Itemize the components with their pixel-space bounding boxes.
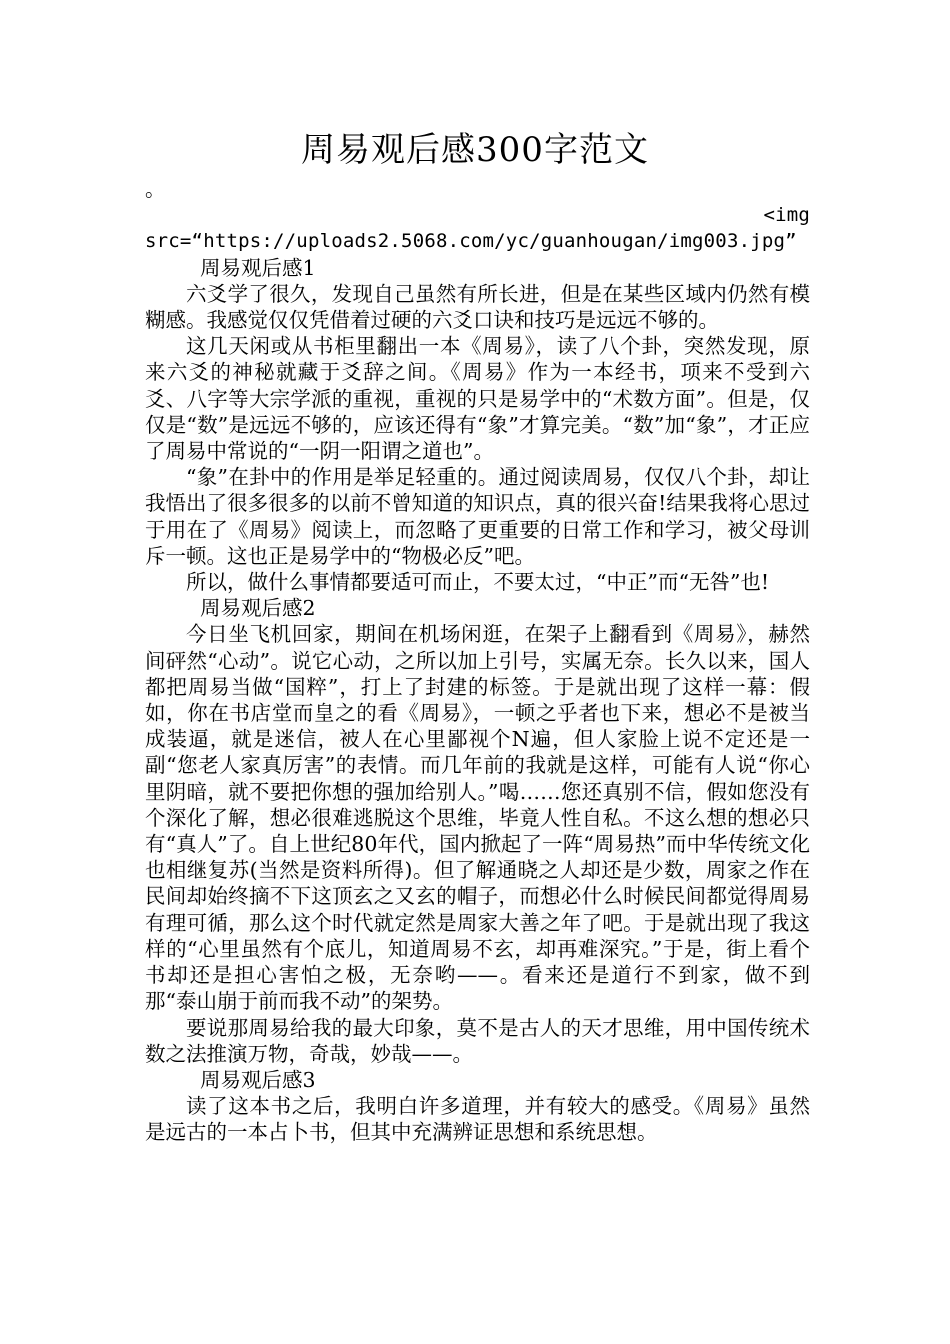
document-title: 周易观后感300字范文: [301, 130, 649, 170]
section2-paragraph-1: 今日坐飞机回家，期间在机场闲逛，在架子上翻看到《周易》，赫然间砰然“心动”。说它心动，之所以加上引号，实属无奈。长久以来，国人都把周易当做“国粹”，打上了封建的标签。于是就出现了这样一幕：假如，你在书店堂而皇之的看《周易》，一顿之乎者也下来，想必不是被当成装逼，就是迷信，被人在心里鄙视个N遍，但人家脸上说不定还是一副“您老人家真厉害”的表情。而几年前的我就是这样，可能有人说“你心里阴暗，就不要把你想的强加给别人。”喝……您还真别不信，假如您没有个深化了解，想必很难逃脱这个思维，毕竟人性自私。不这么想的想必只有“真人”了。自上世纪80年代，国内掀起了一阵“周易热”而中华传统文化也相继复苏(当然是资料所得)。但了解通晓之人却还是少数，周家之作在民间却始终摘不下这顶玄之又玄的帽子，而想必什么时候民间都觉得周易有理可循，那么这个时代就定然是周家大善之年了吧。于是就出现了我这样的“心里虽然有个底儿，知道周易不玄，却再难深究。”于是，街上看个书却还是担心害怕之极，无奈哟——。看来还是道行不到家，做不到那“泰山崩于前而我不动”的架势。: [145, 622, 810, 1014]
img-tag-src: src=“https://uploads2.5068.com/yc/guanhougan/img003.jpg”: [145, 230, 797, 253]
img-tag-start: <img: [763, 204, 810, 227]
document-body: [145, 176, 810, 1146]
section1-paragraph-4: 所以，做什么事情都要适可而止，不要太过，“中正”而“无咎”也!: [186, 570, 770, 595]
section-heading-3: 周易观后感3: [200, 1067, 316, 1092]
section1-paragraph-2: 这几天闲或从书柜里翻出一本《周易》，读了八个卦，突然发现，原来六爻的神秘就藏于爻辞之间。《周易》作为一本经书，项来不受到六爻、八字等大宗学派的重视，重视的只是易学中的“术数方面”。但是，仅仅是“数”是远远不够的，应该还得有“象”才算完美。“数”加“象”，才正应了周易中常说的“一阴一阳谓之道也”。: [145, 334, 810, 464]
section2-paragraph-2: 要说那周易给我的最大印象，莫不是古人的天才思维，用中国传统术数之法推演万物，奇哉，妙哉——。: [145, 1015, 810, 1066]
stray-mark: 。: [145, 177, 166, 201]
section3-paragraph-1: 读了这本书之后，我明白许多道理，并有较大的感受。《周易》虽然是远古的一本占卜书，但其中充满辨证思想和系统思想。: [145, 1094, 810, 1145]
section1-paragraph-1: 六爻学了很久，发现自己虽然有所长进，但是在某些区域内仍然有模糊感。我感觉仅仅凭借着过硬的六爻口诀和技巧是远远不够的。: [145, 281, 810, 333]
section1-paragraph-3: “象”在卦中的作用是举足轻重的。通过阅读周易，仅仅八个卦，却让我悟出了很多很多的以前不曾知道的知识点，真的很兴奋!结果我将心思过于用在了《周易》阅读上，而忽略了更重要的日常工作和学习，被父母训斥一顿。这也正是易学中的“物极必反”吧。: [145, 465, 810, 568]
section-heading-2: 周易观后感2: [200, 596, 316, 621]
section-heading-1: 周易观后感1: [200, 255, 316, 280]
